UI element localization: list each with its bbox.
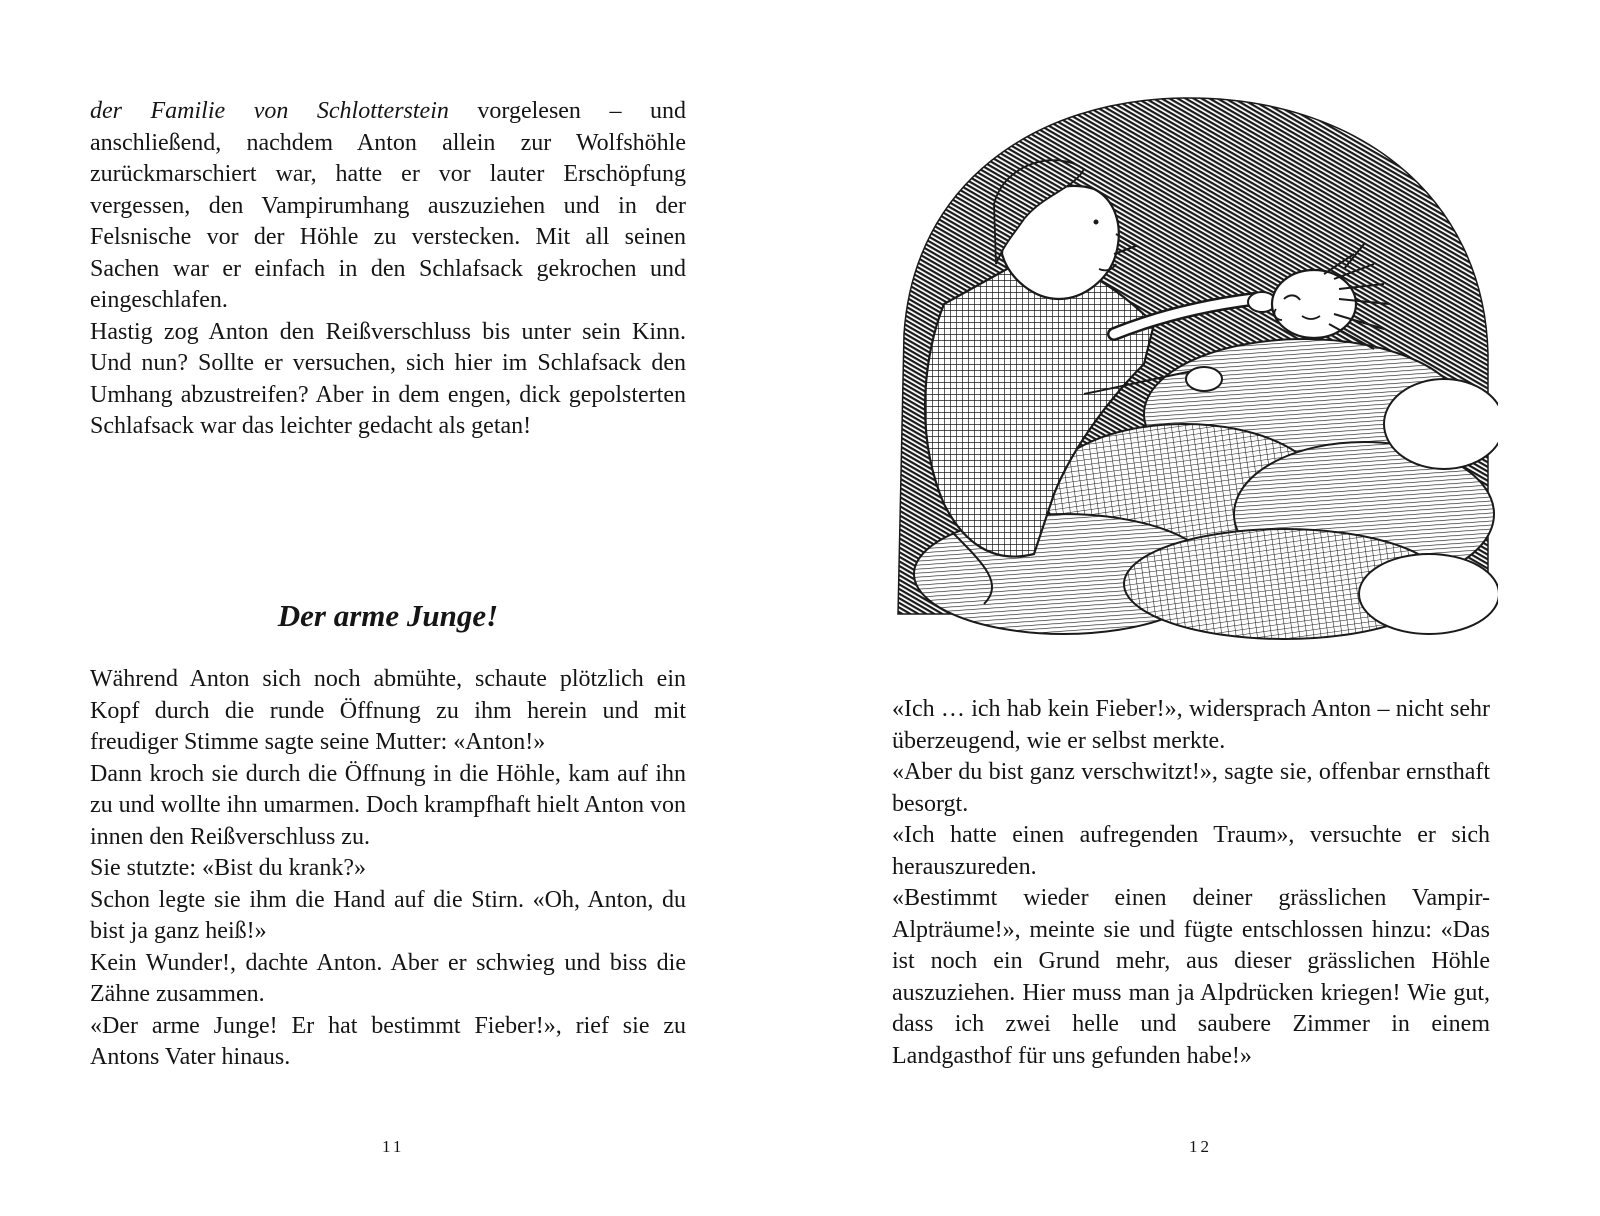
paragraph: Hastig zog Anton den Reißverschluss bis unter sein Kinn. Und nun? Sollte er versuchen, sich hier im Schlafsack den Umhang abzustreifen? Aber in dem engen, dick gepolsterten Schlafsack war das leichter gedacht als getan! [90, 318, 686, 439]
paragraph: «Bestimmt wieder einen deiner grässlichen Vampir-Alpträume!», meinte sie und fügte entschlossen hinzu: «Das ist noch ein Grund mehr, aus dieser grässlichen Höhle auszuziehen. Hier muss man ja Alpdrücken kriegen! Wie gut, dass ich zwei helle und saubere Zimmer in einem Landgasthof für uns gefunden habe!» [892, 885, 1490, 1069]
paragraph: Schon legte sie ihm die Hand auf die Stirn. «Oh, Anton, du bist ja ganz heiß!» [90, 886, 686, 944]
paragraph: «Der arme Junge! Er hat bestimmt Fieber!», rief sie zu Antons Vater hinaus. [90, 1012, 686, 1070]
left-page-text-chapter [90, 664, 686, 1074]
book-title-italic: der Familie von Schlotterstein [90, 98, 449, 124]
right-page [800, 0, 1600, 1216]
left-page-text-top [90, 96, 686, 443]
page-number: 12 [1189, 1137, 1212, 1156]
page-number: 11 [382, 1137, 405, 1156]
paragraph: Dann kroch sie durch die Öffnung in die Höhle, kam auf ihn zu und wollte ihn umarmen. Doch krampfhaft hielt Anton von innen den Reißverschluss zu. [90, 760, 686, 850]
paragraph: «Ich hatte einen aufregenden Traum», versuchte er sich herauszureden. [892, 822, 1490, 880]
chapter-title: Der arme Junge! [277, 598, 499, 633]
paragraph: Während Anton sich noch abmühte, schaute plötzlich ein Kopf durch die runde Öffnung zu ihm herein und mit freudiger Stimme sagte seine Mutter: «Anton!» [90, 666, 686, 755]
paragraph [90, 96, 686, 317]
illustration-mother-and-boy [884, 94, 1498, 642]
paragraph: «Ich … ich hab kein Fieber!», widersprach Anton – nicht sehr überzeugend, wie er selbst merkte. [892, 696, 1490, 754]
paragraph-text: vorgelesen – und anschließend, nachdem Anton allein zur Wolfshöhle zurückmarschiert war, hatte er vor lauter Erschöpfung vergessen, den Vampirumhang auszuziehen und in der Felsnische vor der Höhle zu verstecken. Mit all seinen Sachen war er einfach in den Schlafsack gekrochen und eingeschlafen. [90, 98, 686, 313]
paragraph: «Aber du bist ganz verschwitzt!», sagte sie, offenbar ernsthaft besorgt. [892, 759, 1490, 817]
paragraph: Sie stutzte: «Bist du krank?» [90, 855, 366, 881]
paragraph: Kein Wunder!, dachte Anton. Aber er schwieg und biss die Zähne zusammen. [90, 949, 686, 1007]
right-page-text [892, 694, 1490, 1072]
